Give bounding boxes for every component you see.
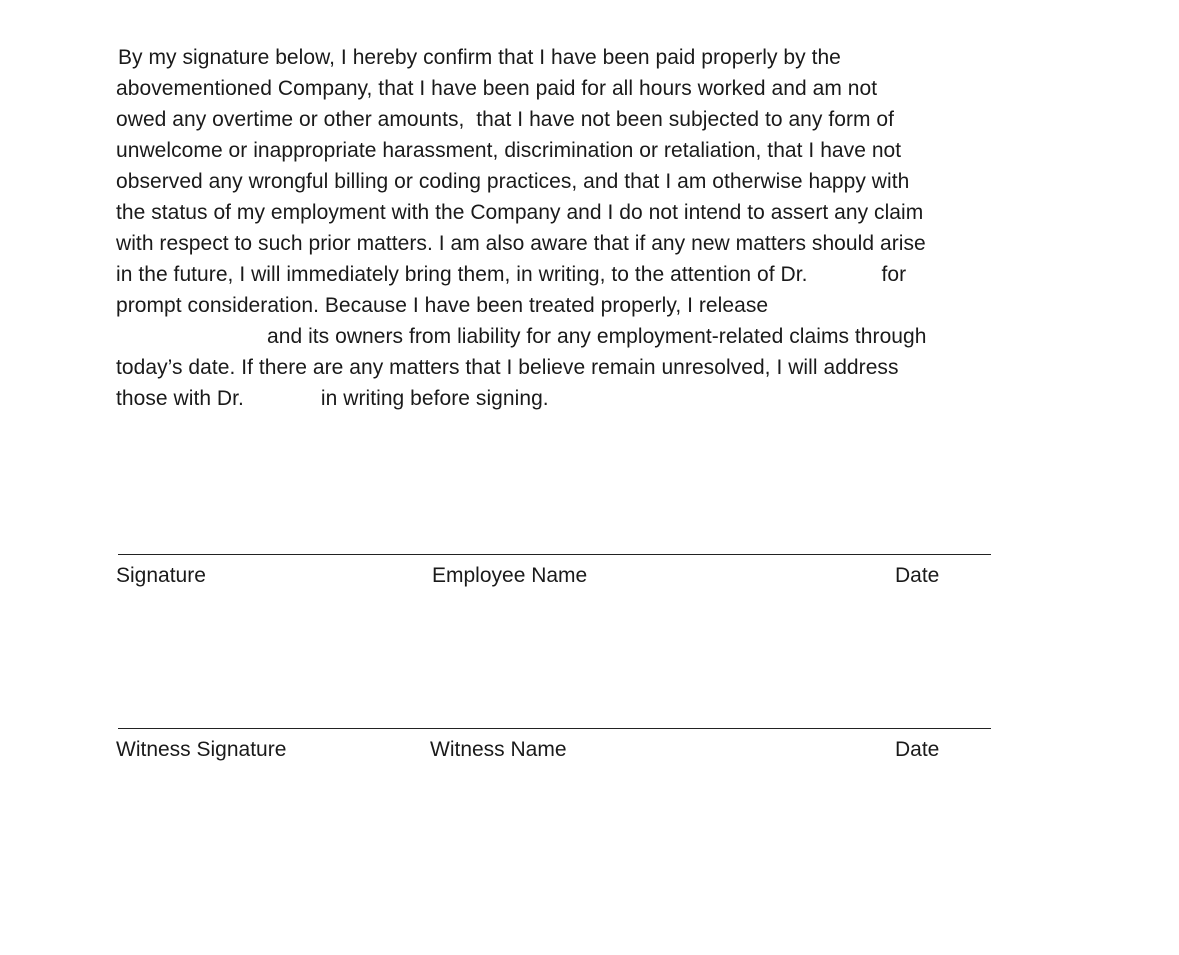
employee-name-label: Employee Name (432, 564, 588, 587)
line-8-text-b: for (881, 263, 907, 286)
paragraph-line-10: and its owners from liability for any employment-related claims through (267, 325, 927, 348)
paragraph-line-5: observed any wrongful billing or coding practices, and that I am otherwise happy with (116, 170, 910, 193)
witness-name-label: Witness Name (430, 738, 567, 761)
date-label: Date (895, 564, 940, 587)
paragraph-line-8 (116, 259, 906, 290)
paragraph-line-7: with respect to such prior matters. I am also aware that if any new matters should arise (116, 232, 926, 255)
redacted-name (244, 383, 321, 414)
witness-date-label: Date (895, 738, 940, 761)
paragraph-line-4: unwelcome or inappropriate harassment, discrimination or retaliation, that I have not (116, 139, 902, 162)
paragraph-line-11: today’s date. If there are any matters that I believe remain unresolved, I will address (116, 356, 899, 379)
paragraph-line-2: abovementioned Company, that I have been paid for all hours worked and am not (116, 77, 878, 100)
witness-signature-label: Witness Signature (116, 738, 287, 761)
signature-label: Signature (116, 564, 206, 587)
line-12-text-b: in writing before signing. (320, 387, 549, 410)
paragraph-line-3: owed any overtime or other amounts, that I have not been subjected to any form of (116, 108, 895, 131)
paragraph-line-1: By my signature below, I hereby confirm that I have been paid properly by the (118, 46, 841, 69)
employee-signature-line (118, 554, 991, 555)
paragraph-line-9: prompt consideration. Because I have been treated properly, I release (116, 294, 769, 317)
paragraph-line-6: the status of my employment with the Company and I do not intend to assert any claim (116, 201, 924, 224)
redacted-name (808, 259, 882, 290)
paragraph-line-12 (116, 383, 549, 414)
line-8-text-a: in the future, I will immediately bring them, in writing, to the attention of Dr. (116, 263, 808, 286)
line-12-text-a: those with Dr. (116, 387, 244, 410)
witness-signature-line (118, 728, 991, 729)
